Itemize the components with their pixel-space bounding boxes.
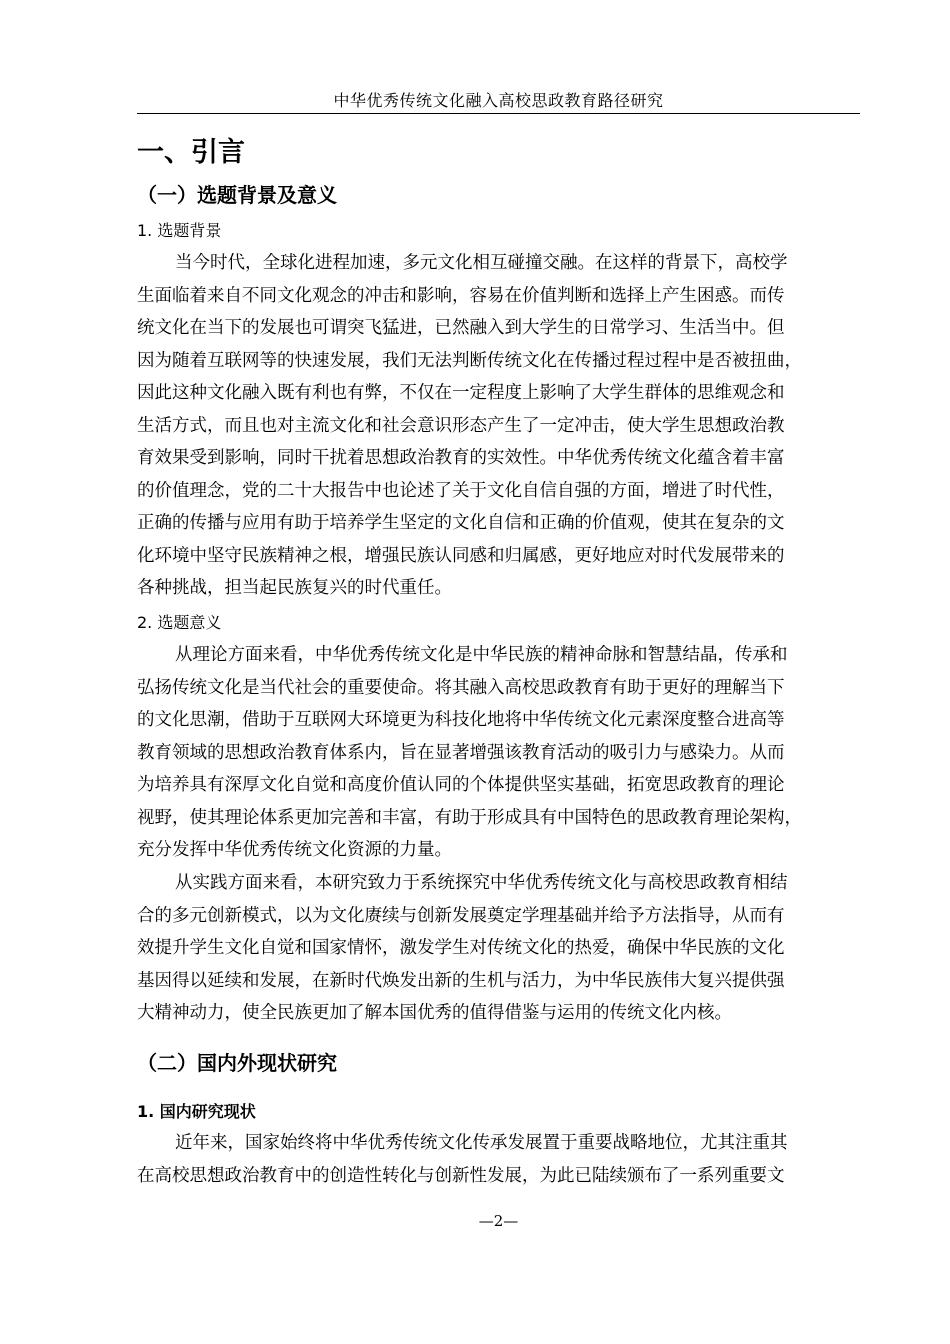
paragraph-domestic	[137, 1127, 865, 1192]
text-line: 在高校思想政治教育中的创造性转化与创新性发展，为此已陆续颁布了一系列重要文	[137, 1165, 785, 1186]
subheading-significance: 2. 选题意义	[137, 613, 222, 632]
subheading-domestic: 1. 国内研究现状	[137, 1102, 256, 1121]
text-line: 视野，使其理论体系更加完善和丰富，有助于形成具有中国特色的思政教育理论架构，	[137, 807, 802, 828]
text-line: 效提升学生文化自觉和国家情怀，激发学生对传统文化的热爱，确保中华民族的文化	[137, 938, 785, 958]
paragraph-background	[137, 247, 865, 605]
paragraph-theory	[137, 639, 865, 867]
text-line: 正确的传播与应用有助于培养学生坚定的文化自信和正确的价值观，使其在复杂的文	[137, 513, 785, 533]
text-line: 的价值理念，党的二十大报告中也论述了关于文化自信自强的方面，增进了时代性，	[137, 480, 785, 501]
text-line: 近年来，国家始终将中华优秀传统文化传承发展置于重要战略地位，尤其注重其	[175, 1133, 788, 1153]
text-line: 当今时代，全球化进程加速，多元文化相互碰撞交融。在这样的背景下，高校学	[175, 253, 788, 273]
header-divider	[137, 113, 860, 114]
text-line: 基因得以延续和发展，在新时代焕发出新的生机与活力，为中华民族伟大复兴提供强	[137, 970, 785, 991]
text-line: 从理论方面来看，中华优秀传统文化是中华民族的精神命脉和智慧结晶，传承和	[175, 645, 788, 665]
text-line: 各种挑战，担当起民族复兴的时代重任。	[137, 578, 452, 598]
text-line: 教育领域的思想政治教育体系内，旨在显著增强该教育活动的吸引力与感染力。从而	[137, 742, 785, 763]
text-line: 生面临着来自不同文化观念的冲击和影响，容易在价值判断和选择上产生困惑。而传	[137, 285, 785, 306]
text-line: 弘扬传统文化是当代社会的重要使命。将其融入高校思政教育有助于更好的理解当下	[137, 677, 785, 698]
text-line: 大精神动力，使全民族更加了解本国优秀的值得借鉴与运用的传统文化内核。	[137, 1003, 732, 1023]
subheading-background: 1. 选题背景	[137, 221, 222, 240]
text-line: 合的多元创新模式，以为文化赓续与创新发展奠定学理基础并给予方法指导，从而有	[137, 905, 785, 926]
text-line: 的文化思潮，借助于互联网大环境更为科技化地将中华传统文化元素深度整合进高等	[137, 710, 785, 730]
text-line: 化环境中坚守民族精神之根，增强民族认同感和归属感，更好地应对时代发展带来的	[137, 545, 785, 566]
text-line: 育效果受到影响，同时干扰着思想政治教育的实效性。中华优秀传统文化蕴含着丰富	[137, 448, 785, 468]
text-line: 从实践方面来看，本研究致力于系统探究中华优秀传统文化与高校思政教育相结	[175, 873, 788, 893]
text-line: 为培养具有深厚文化自觉和高度价值认同的个体提供坚实基础，拓宽思政教育的理论	[137, 775, 785, 795]
text-line: 充分发挥中华优秀传统文化资源的力量。	[137, 840, 452, 860]
text-line: 统文化在当下的发展也可谓突飞猛进，已然融入到大学生的日常学习、生活当中。但	[137, 318, 785, 338]
subsection-title: （一）选题背景及意义	[137, 183, 337, 207]
section-title: 一、引言	[137, 137, 245, 168]
running-header: 中华优秀传统文化融入高校思政教育路径研究	[333, 91, 664, 110]
text-line: 因为随着互联网等的快速发展，我们无法判断传统文化在传播过程过程中是否被扭曲，	[137, 350, 802, 371]
text-line: 生活方式，而且也对主流文化和社会意识形态产生了一定冲击，使大学生思想政治教	[137, 415, 785, 436]
paragraph-practice	[137, 867, 865, 1030]
page-number: —2—	[478, 1212, 519, 1230]
subsection-title: （二）国内外现状研究	[137, 1051, 337, 1075]
text-line: 因此这种文化融入既有利也有弊，不仅在一定程度上影响了大学生群体的思维观念和	[137, 383, 785, 403]
